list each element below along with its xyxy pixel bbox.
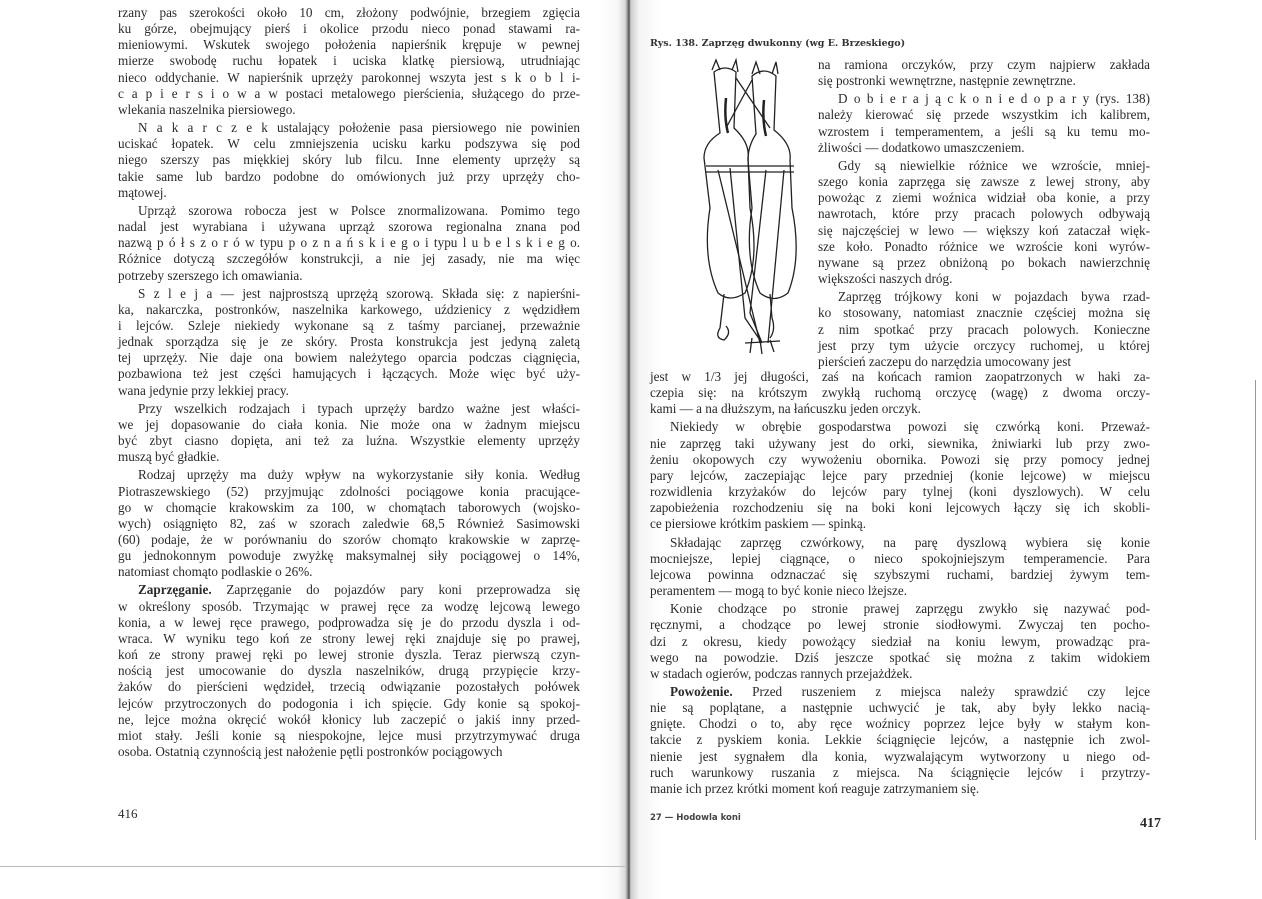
line-text: peramentem — mogą to być konie nieco lżejsze. (650, 583, 908, 599)
text-line (818, 305, 1150, 321)
paragraph (650, 684, 1150, 797)
text-line (118, 21, 580, 37)
line-text: nadal jest wyrabiana i używana uprząż szorowa regionalna znana pod (118, 219, 580, 235)
line-text: potrzeby szerszego ich omawiania. (118, 267, 303, 283)
line-text: c a p i e r s i o w a w postaci metalowego pierścienia, służącego do prze- (118, 85, 580, 101)
right-page-wrapped-body (818, 57, 1150, 372)
line-text: Zaprzęg trójkowy koni w pojazdach bywa rzad- (838, 289, 1150, 305)
line-text: powożąc z ziemi woźnica widział oba konie, a przy (818, 190, 1150, 206)
text-line (650, 749, 1150, 765)
line-text: nawrotach, które przy pracach polowych odbywają (818, 206, 1150, 222)
text-line (118, 219, 580, 235)
line-text: pozbawiona też jest części hamujących i łączących. Może więc być uży- (118, 366, 580, 382)
text-line (118, 86, 580, 102)
text-line (650, 684, 1150, 700)
line-text: konia, a w lewej ręce prawego, podprowadza się je do przodu dyszla i od- (118, 614, 580, 630)
text-line (818, 289, 1150, 305)
line-text: wana jedynie przy lekkiej pracy. (118, 382, 289, 398)
paragraph (818, 91, 1150, 156)
line-text: wzrostem i temperamentem, a jeśli są ku temu mo- (818, 123, 1150, 139)
text-line (118, 53, 580, 69)
paragraph (818, 158, 1150, 287)
section-heading-lead: Zaprzęganie. (138, 582, 212, 598)
text-line (118, 548, 580, 564)
line-text: w określony sposób. Trzymając w prawej ręce za wodzę lejcową lewego (118, 598, 580, 614)
text-line (118, 663, 580, 679)
text-line (118, 235, 580, 251)
text-line (118, 582, 580, 598)
line-text: jednak sporządza się je ze skóry. Prosta konstrukcja jest jedyną zaletą (118, 334, 580, 350)
line-text: Uprząż szorowa robocza jest w Polsce znormalizowana. Pomimo tego (138, 202, 580, 218)
line-text: wlekania naszelnika piersiowego. (118, 101, 296, 117)
text-line (650, 385, 1150, 401)
paragraph (118, 5, 580, 118)
line-text: miot stały. Jeśli konie są niespokojne, lejce musi przytrzymywać druga (118, 727, 580, 743)
text-line (118, 564, 580, 580)
text-line (818, 206, 1150, 222)
text-line (650, 484, 1150, 500)
line-text: na ramiona orczyków, przy czym najpierw zakłada (818, 57, 1150, 72)
text-line (118, 120, 580, 136)
page-edge-line (1255, 380, 1256, 840)
line-text: gnięte. Chodzi o to, aby ręce woźnicy poprzez lejce były w stałym kon- (650, 716, 1150, 732)
text-line (650, 551, 1150, 567)
text-line (650, 781, 1150, 797)
figure-caption: Rys. 138. Zaprzęg dwukonny (wg E. Brzeskiego) (650, 38, 906, 49)
text-line (118, 366, 580, 382)
line-text: gu jednokonnym powoduje zwyżkę maksymalnej siły pociągowej o 14%, (118, 548, 580, 564)
line-text: takcie z pyskiem konia. Lekkie ściągnięcie lejców, a następnie ich zwol- (650, 732, 1150, 748)
line-text: nie zaprzęg taki używany jest do orki, siewnika, żniwiarki lub przy zwo- (650, 435, 1150, 451)
line-text: Konie chodzące po stronie prawej zaprzęgu zwykło się nazywać pod- (670, 601, 1150, 617)
paragraph (650, 419, 1150, 532)
line-text: niego szerszy pas miękkiej skóry lub filcu. Inne elementy uprzęży są (118, 152, 580, 168)
line-text: w stadach ogierów, podczas rannych przejażdżek. (650, 665, 913, 681)
text-line (650, 452, 1150, 468)
text-line (118, 615, 580, 631)
line-text: większości naszych dróg. (818, 271, 953, 287)
text-line (650, 468, 1150, 484)
line-text: mieniowymi. Wskutek swojego położenia napierśnik krępuje w pewnej (118, 37, 580, 53)
line-text: mocniejsze, lepiej ciągnące, o nieco spokojniejszym temperamencie. Para (650, 550, 1150, 566)
left-page-number: 416 (118, 806, 138, 821)
text-line (650, 419, 1150, 435)
text-line (118, 268, 580, 284)
line-text: wego na powodzie. Dziś jeszcze spotkać się można z takim widokiem (650, 649, 1150, 665)
text-line (818, 255, 1150, 271)
text-line (650, 650, 1150, 666)
text-line (818, 322, 1150, 338)
right-page-number: 417 (1140, 816, 1161, 831)
line-text: rozwidlenia krzyżaków do lejców pary tylnej (koni dyszlowych). W celu (650, 484, 1150, 500)
paragraph (118, 120, 580, 201)
text-line (818, 190, 1150, 206)
text-line (118, 350, 580, 366)
paragraph (650, 535, 1150, 600)
paragraph (818, 289, 1150, 370)
line-text: czepia się: na krótszym zwykłą ruchomą orczycę (wagę) z dwoma orczy- (650, 385, 1150, 401)
text-line (818, 338, 1150, 354)
line-text: Gdy są niewielkie różnice we wzroście, mniej- (838, 157, 1150, 173)
text-line (818, 174, 1150, 190)
line-text: tej uprzęży. Nie daje ona bowiem należytego oparcia podczas ciągnięcia, (118, 350, 580, 366)
text-line (118, 37, 580, 53)
text-line (118, 169, 580, 185)
line-text: natomiast chomąto podlaskie o 26%. (118, 564, 313, 580)
text-line (118, 647, 580, 663)
line-text: muszą być gładkie. (118, 449, 220, 465)
line-text: ruch warunkowy ruszania z miejsca. Na ściągnięcie lejców i przytrzy- (650, 764, 1150, 780)
line-text: S z l e j a — jest najprostszą uprzężą szorową. Składa się: z napierśni- (138, 285, 580, 301)
right-page-body (650, 369, 1150, 799)
text-line (650, 500, 1150, 516)
line-text: Przed ruszeniem z miejsca należy sprawdzić czy lejce (732, 683, 1150, 699)
text-line (818, 223, 1150, 239)
line-text: ręcznymi, a chodzące po lewej stronie siodłowymi. Zwyczaj ten pocho- (650, 617, 1150, 633)
line-text: lejcowa powinna odznaczać się szybszymi ruchami, bardziej żywym tem- (650, 566, 1150, 582)
line-text: uciskać łopatek. W celu zmniejszenia ucisku karku podszywa się pod (118, 136, 580, 152)
line-text: należy kierować się przede wszystkim ich kalibrem, (818, 107, 1150, 123)
line-text: ne, lejce można okręcić wokół kłonicy lub zaczepić o jakiś inny przed- (118, 711, 580, 727)
line-text: Różnice dotyczą szczegółów konstrukcji, a nie jej zasady, nie ma więc (118, 251, 580, 267)
line-text: osoba. Ostatnią czynnością jest nałożenie pętli postronków pociągowych (118, 744, 503, 760)
text-line (118, 102, 580, 118)
line-text: (60) podaje, że w porównaniu do szorów chomąto krakowskie w zaprzę- (118, 532, 580, 547)
horse-pair-illustration (690, 58, 810, 358)
line-text: kami — a na dłuższym, na łańcuszku jeden orczyk. (650, 401, 921, 417)
text-line (118, 449, 580, 465)
text-line (818, 73, 1150, 89)
line-text: nie są poplątane, a następnie uchwycić je tak, aby były lekko nacią- (650, 700, 1150, 716)
text-line (650, 601, 1150, 617)
line-text: rzany pas szerokości około 10 cm, złożony podwójnie, brzegiem zgięcia (118, 5, 580, 20)
line-text: Piotraszewskiego (52) przyjmując zdolności pociągowe konia pracujące- (118, 483, 580, 499)
line-text: nienie jest sygnałem dla konia, wyzwalającym wytworzony u niego od- (650, 748, 1150, 764)
line-text: szego konia zaprzęga się zawsze z lewej strony, aby (818, 174, 1150, 190)
line-text: się najczęściej w lewo — większy koń zataczał więk- (818, 222, 1150, 238)
line-text: we jej dopasowanie do ciała konia. Nie może ona w żadnym miejscu (118, 416, 580, 432)
line-text: żliwości — dodatkowo umaszczeniem. (818, 139, 1025, 155)
text-line (650, 369, 1150, 385)
paragraph (118, 467, 580, 580)
text-line (118, 467, 580, 483)
text-line (118, 712, 580, 728)
paragraph (650, 369, 1150, 417)
line-text: ku górze, obejmujący pierś i okolice przodu nieco ponad stawami ra- (118, 21, 580, 37)
text-line (118, 302, 580, 318)
line-text: wraca. W wyniku tego koń ze strony lewej ręki znajduje się po prawej, (118, 630, 580, 646)
line-text: żaków do pierścieni wędzideł, trzecią odwiązanie pozostałych połówek (118, 679, 580, 695)
text-line (118, 696, 580, 712)
text-line (118, 728, 580, 744)
line-text: wych) osiągnięto 82, zaś w szorach zaledwie 68,5 Również Sasimowski (118, 515, 580, 531)
text-line (118, 679, 580, 695)
line-text: z nim spotkać przy pracach polowych. Konieczne (818, 321, 1150, 337)
line-text: D o b i e r a j ą c k o n i e d o p a r y (rys. 138) (838, 91, 1150, 107)
line-text: Zaprzęganie do pojazdów pary koni przeprowadza się (211, 582, 580, 598)
text-line (118, 383, 580, 399)
line-text: ka, nakarczka, postronków, naszelnika karkowego, uździenicy z wędzidłem (118, 301, 580, 317)
text-line (818, 140, 1150, 156)
line-text: pary lejców, zaczepiając lejce pary przedniej (konie lejcowe) w miejscu (650, 467, 1150, 483)
text-line (118, 152, 580, 168)
text-line (118, 433, 580, 449)
text-line (118, 203, 580, 219)
text-line (650, 516, 1150, 532)
text-line (650, 535, 1150, 551)
text-line (818, 271, 1150, 287)
text-line (818, 107, 1150, 123)
text-line (118, 516, 580, 532)
line-text: takie same lub bardzo podobne do omówionych już przy uprzęży cho- (118, 168, 580, 184)
line-text: Przy wszelkich rodzajach i typach uprzęży bardzo ważne jest właści- (138, 400, 580, 416)
text-line (650, 765, 1150, 781)
text-line (818, 239, 1150, 255)
text-line (118, 318, 580, 334)
book-spine-line (628, 0, 630, 899)
line-text: być zbyt ciasno dopięta, ani też za luźna. Wszystkie elementy uprzęży (118, 433, 580, 449)
line-text: zapobieżenia rozchodzeniu się na boki koni lejcowych łączy się ich skobli- (650, 500, 1150, 516)
paragraph (118, 401, 580, 466)
text-line (650, 716, 1150, 732)
paragraph (118, 286, 580, 399)
text-line (650, 732, 1150, 748)
text-line (818, 124, 1150, 140)
text-line (650, 666, 1150, 682)
paragraph (650, 601, 1150, 682)
scan-edge-line (0, 866, 625, 867)
line-text: żeniu okopowych czy wywożeniu obornika. Powozi się przy pomocy jednej (650, 451, 1150, 467)
line-text: mierze swobodę ruchu łopatek i uciska klatkę piersiową, utrudniając (118, 53, 580, 69)
line-text: dzi z okresu, kiedy powożący siedział na koniu lewym, prowadząc pra- (650, 633, 1150, 649)
text-line (650, 617, 1150, 633)
text-line (650, 567, 1150, 583)
text-line (118, 631, 580, 647)
text-line (118, 70, 580, 86)
text-line (118, 484, 580, 500)
line-text: manie ich przez krótki moment koń reaguje zatrzymaniem się. (650, 780, 980, 796)
line-text: Składając zaprzęg czwórkowy, na parę dyszlową wybiera się konie (670, 534, 1150, 550)
text-line (650, 634, 1150, 650)
text-line (118, 251, 580, 267)
line-text: nywane są przez obniżoną po bokach nawierzchnię (818, 254, 1150, 270)
text-line (118, 334, 580, 350)
text-line (650, 436, 1150, 452)
line-text: mątowej. (118, 184, 167, 200)
text-line (650, 700, 1150, 716)
text-line (818, 158, 1150, 174)
line-text: koń ze strony prawej ręki po lewej stronie dyszla. Teraz pierwszą czyn- (118, 647, 580, 663)
signature-footer: 27 — Hodowla koni (650, 813, 741, 823)
text-line (118, 5, 580, 21)
paragraph (118, 203, 580, 284)
text-line (118, 500, 580, 516)
line-text: go w chomącie krakowskim za 100, w chomątach taborowych (wojsko- (118, 499, 580, 515)
line-text: nazwą p ó ł s z o r ó w typu p o z n a ń s k i e g o i typu l u b e l s k i e g o. (118, 235, 580, 251)
text-line (118, 185, 580, 201)
text-line (818, 57, 1150, 73)
section-heading-lead: Powożenie. (670, 683, 733, 699)
line-text: pierścień zaczepu do narzędzia umocowany jest (818, 353, 1072, 369)
line-text: nością jest umocowanie do dyszla naszelników, drugą przypięcie krzy- (118, 663, 580, 679)
line-text: jest przy tym użycie orczycy ruchomej, u której (818, 337, 1150, 353)
text-line (118, 286, 580, 302)
line-text: i lejców. Szleje niekiedy wykonane są z taśmy parcianej, przeważnie (118, 317, 580, 333)
line-text: N a k a r c z e k ustalający położenie pasa piersiowego nie powinien (138, 120, 580, 136)
line-text: się postronki wewnętrzne, następnie zewnętrzne. (818, 73, 1076, 89)
left-page-body (118, 5, 580, 762)
text-line (818, 354, 1150, 370)
line-text: ce piersiowe krótkim paskiem — spinką. (650, 516, 867, 532)
text-line (118, 744, 580, 760)
line-text: jest w 1/3 jej długości, zaś na końcach ramion zaopatrzonych w haki za- (650, 369, 1150, 384)
line-text: Niekiedy w obrębie gospodarstwa powozi się czwórką koni. Przeważ- (670, 419, 1150, 435)
text-line (650, 583, 1150, 599)
line-text: Rodzaj uprzęży ma duży wpływ na wykorzystanie siły konia. Według (138, 467, 580, 483)
text-line (118, 532, 580, 548)
text-line (118, 599, 580, 615)
line-text: ko stosowany, natomiast znacznie częściej można się (818, 305, 1150, 321)
text-line (818, 91, 1150, 107)
text-line (118, 417, 580, 433)
line-text: sze koło. Ponadto różnice we wzroście koni wyrów- (818, 238, 1150, 254)
paragraph (118, 582, 580, 760)
line-text: lejców przytroczonych do podogonia i ich spięcie. Gdy konie są spokoj- (118, 695, 580, 711)
paragraph (818, 57, 1150, 89)
line-text: nieco oddychanie. W napierśnik uprzęży parokonnej wszyta jest s k o b l i- (118, 69, 580, 85)
text-line (118, 136, 580, 152)
text-line (650, 401, 1150, 417)
text-line (118, 401, 580, 417)
